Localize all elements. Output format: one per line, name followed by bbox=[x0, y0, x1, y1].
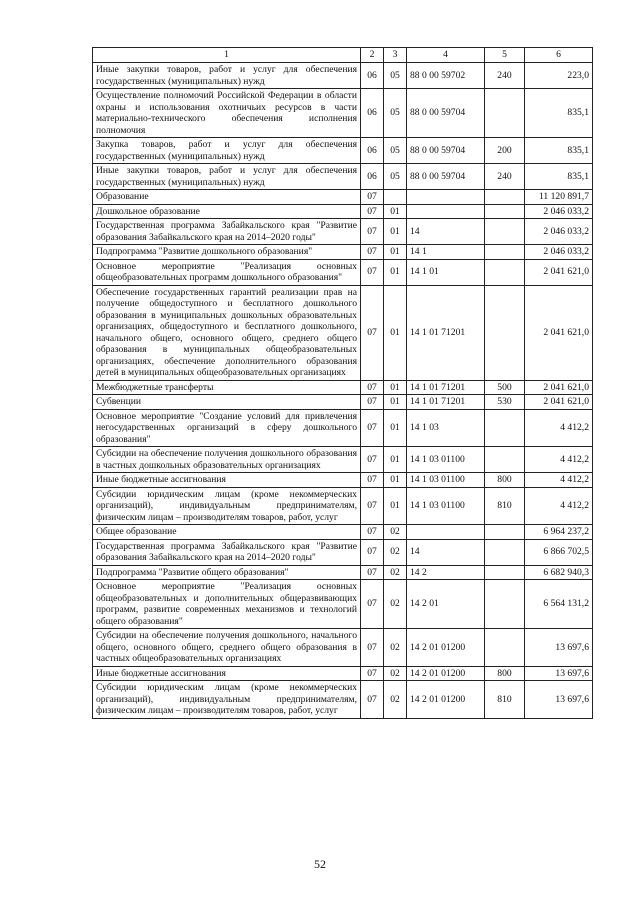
cell-subsection: 02 bbox=[384, 539, 407, 565]
cell-amount: 835,1 bbox=[525, 89, 593, 138]
cell-section: 07 bbox=[361, 409, 384, 447]
header-col-3: 3 bbox=[384, 48, 407, 63]
cell-name: Подпрограмма "Развитие общего образования" bbox=[93, 565, 361, 580]
cell-name: Иные бюджетные ассигнования bbox=[93, 666, 361, 681]
cell-name: Субсидии на обеспечение получения дошкольного образования в частных дошкольных образовательных организациях bbox=[93, 447, 361, 473]
cell-name: Основное мероприятие "Реализация основных общеобразовательных и дополнительных общеразвивающих программ, развитие современных механизмов и технологий общего образования" bbox=[93, 580, 361, 629]
cell-expense-type bbox=[485, 525, 525, 540]
cell-expense-type: 200 bbox=[485, 138, 525, 164]
table-row bbox=[93, 447, 593, 473]
cell-target-article: 88 0 00 59704 bbox=[407, 138, 485, 164]
cell-section: 07 bbox=[361, 539, 384, 565]
cell-section: 07 bbox=[361, 285, 384, 380]
cell-amount: 2 041 621,0 bbox=[525, 259, 593, 285]
cell-name: Государственная программа Забайкальского края "Развитие образования Забайкальского края на 2014–2020 годы" bbox=[93, 539, 361, 565]
page-number: 52 bbox=[314, 857, 326, 871]
cell-subsection: 01 bbox=[384, 204, 407, 219]
cell-amount: 6 682 940,3 bbox=[525, 565, 593, 580]
cell-section: 07 bbox=[361, 380, 384, 395]
cell-expense-type bbox=[485, 190, 525, 205]
cell-target-article: 14 2 01 01200 bbox=[407, 681, 485, 719]
cell-target-article: 14 1 03 01100 bbox=[407, 447, 485, 473]
cell-expense-type bbox=[485, 285, 525, 380]
cell-amount: 4 412,2 bbox=[525, 487, 593, 525]
cell-expense-type bbox=[485, 245, 525, 260]
table-row bbox=[93, 138, 593, 164]
cell-amount: 4 412,2 bbox=[525, 447, 593, 473]
cell-expense-type: 240 bbox=[485, 164, 525, 190]
cell-target-article: 14 1 01 bbox=[407, 259, 485, 285]
cell-target-article: 88 0 00 59704 bbox=[407, 89, 485, 138]
cell-target-article: 14 2 01 01200 bbox=[407, 629, 485, 667]
cell-section: 06 bbox=[361, 63, 384, 89]
table-row bbox=[93, 409, 593, 447]
cell-subsection: 01 bbox=[384, 219, 407, 245]
cell-target-article bbox=[407, 525, 485, 540]
cell-target-article: 14 1 01 71201 bbox=[407, 285, 485, 380]
table-row bbox=[93, 473, 593, 488]
cell-subsection: 02 bbox=[384, 666, 407, 681]
table-row bbox=[93, 219, 593, 245]
cell-target-article: 14 2 01 01200 bbox=[407, 666, 485, 681]
cell-name: Государственная программа Забайкальского края "Развитие образования Забайкальского края на 2014–2020 годы" bbox=[93, 219, 361, 245]
cell-amount: 13 697,6 bbox=[525, 681, 593, 719]
cell-subsection: 05 bbox=[384, 63, 407, 89]
cell-expense-type: 240 bbox=[485, 63, 525, 89]
cell-expense-type: 800 bbox=[485, 473, 525, 488]
table-row bbox=[93, 89, 593, 138]
cell-subsection: 01 bbox=[384, 395, 407, 410]
cell-expense-type bbox=[485, 409, 525, 447]
cell-name: Обеспечение государственных гарантий реализации прав на получение общедоступного и бесплатного дошкольного образования в муниципальных дошкольных образовательных организациях, общедоступного и бесплатного дошкольного, начального общего, основного общего, среднего общего образования в муниципальных общеобразовательных организациях, обеспечение дополнительного образования детей в муниципальных общеобразовательных организациях bbox=[93, 285, 361, 380]
cell-expense-type bbox=[485, 219, 525, 245]
cell-target-article: 88 0 00 59704 bbox=[407, 164, 485, 190]
cell-target-article: 14 bbox=[407, 219, 485, 245]
cell-name: Осуществление полномочий Российской Федерации в области охраны и использования охотничьих ресурсов в части материально-технического обеспечения исполнения полномочия bbox=[93, 89, 361, 138]
cell-name: Образование bbox=[93, 190, 361, 205]
cell-amount: 223,0 bbox=[525, 63, 593, 89]
cell-subsection: 02 bbox=[384, 525, 407, 540]
cell-section: 07 bbox=[361, 204, 384, 219]
table-row bbox=[93, 395, 593, 410]
cell-amount: 4 412,2 bbox=[525, 473, 593, 488]
cell-amount: 835,1 bbox=[525, 138, 593, 164]
table-row bbox=[93, 539, 593, 565]
table-row bbox=[93, 285, 593, 380]
cell-name: Иные бюджетные ассигнования bbox=[93, 473, 361, 488]
cell-section: 06 bbox=[361, 138, 384, 164]
cell-amount: 6 964 237,2 bbox=[525, 525, 593, 540]
cell-target-article: 14 1 03 bbox=[407, 409, 485, 447]
cell-expense-type: 810 bbox=[485, 487, 525, 525]
cell-name: Основное мероприятие "Реализация основных общеобразовательных программ дошкольного образования" bbox=[93, 259, 361, 285]
cell-name: Иные закупки товаров, работ и услуг для обеспечения государственных (муниципальных) нужд bbox=[93, 63, 361, 89]
cell-subsection: 05 bbox=[384, 89, 407, 138]
cell-section: 07 bbox=[361, 259, 384, 285]
cell-section: 07 bbox=[361, 395, 384, 410]
cell-target-article: 14 1 03 01100 bbox=[407, 487, 485, 525]
cell-name: Общее образование bbox=[93, 525, 361, 540]
cell-target-article bbox=[407, 190, 485, 205]
budget-table bbox=[92, 47, 593, 719]
table-row bbox=[93, 629, 593, 667]
cell-section: 07 bbox=[361, 190, 384, 205]
cell-amount: 13 697,6 bbox=[525, 629, 593, 667]
cell-subsection: 01 bbox=[384, 245, 407, 260]
cell-amount: 2 046 033,2 bbox=[525, 219, 593, 245]
cell-subsection: 02 bbox=[384, 629, 407, 667]
cell-expense-type bbox=[485, 565, 525, 580]
cell-expense-type bbox=[485, 204, 525, 219]
cell-expense-type: 530 bbox=[485, 395, 525, 410]
cell-amount: 4 412,2 bbox=[525, 409, 593, 447]
cell-subsection: 01 bbox=[384, 473, 407, 488]
cell-name: Межбюджетные трансферты bbox=[93, 380, 361, 395]
cell-target-article: 88 0 00 59702 bbox=[407, 63, 485, 89]
cell-section: 07 bbox=[361, 473, 384, 488]
cell-section: 07 bbox=[361, 219, 384, 245]
header-col-6: 6 bbox=[525, 48, 593, 63]
cell-name: Субсидии юридическим лицам (кроме некоммерческих организаций), индивидуальным предпринимателям, физическим лицам – производителям товаров, работ, услуг bbox=[93, 681, 361, 719]
cell-expense-type bbox=[485, 89, 525, 138]
cell-amount: 2 046 033,2 bbox=[525, 245, 593, 260]
cell-amount: 2 046 033,2 bbox=[525, 204, 593, 219]
table-row bbox=[93, 666, 593, 681]
cell-amount: 6 564 131,2 bbox=[525, 580, 593, 629]
header-col-4: 4 bbox=[407, 48, 485, 63]
cell-subsection: 02 bbox=[384, 580, 407, 629]
cell-section: 07 bbox=[361, 681, 384, 719]
table-row bbox=[93, 525, 593, 540]
table-row bbox=[93, 204, 593, 219]
header-col-5: 5 bbox=[485, 48, 525, 63]
cell-expense-type: 810 bbox=[485, 681, 525, 719]
cell-section: 07 bbox=[361, 525, 384, 540]
cell-name: Субвенции bbox=[93, 395, 361, 410]
cell-amount: 2 041 621,0 bbox=[525, 285, 593, 380]
table-row bbox=[93, 580, 593, 629]
cell-name: Закупка товаров, работ и услуг для обеспечения государственных (муниципальных) нужд bbox=[93, 138, 361, 164]
cell-target-article: 14 bbox=[407, 539, 485, 565]
cell-name: Субсидии юридическим лицам (кроме некоммерческих организаций), индивидуальным предпринимателям, физическим лицам – производителям товаров, работ, услуг bbox=[93, 487, 361, 525]
cell-name: Субсидии на обеспечение получения дошкольного, начального общего, основного общего, среднего общего образования в частных общеобразовательных организациях bbox=[93, 629, 361, 667]
cell-section: 07 bbox=[361, 447, 384, 473]
cell-subsection: 01 bbox=[384, 409, 407, 447]
cell-target-article: 14 1 01 71201 bbox=[407, 395, 485, 410]
cell-amount: 13 697,6 bbox=[525, 666, 593, 681]
cell-name: Основное мероприятие "Создание условий для привлечения негосударственных организаций в сферу дошкольного образования" bbox=[93, 409, 361, 447]
cell-name: Подпрограмма "Развитие дошкольного образования" bbox=[93, 245, 361, 260]
cell-expense-type bbox=[485, 259, 525, 285]
table-row bbox=[93, 164, 593, 190]
cell-target-article: 14 1 bbox=[407, 245, 485, 260]
cell-section: 07 bbox=[361, 666, 384, 681]
table-header-row bbox=[93, 48, 593, 63]
cell-target-article: 14 2 01 bbox=[407, 580, 485, 629]
cell-amount: 2 041 621,0 bbox=[525, 380, 593, 395]
cell-subsection: 05 bbox=[384, 138, 407, 164]
cell-expense-type bbox=[485, 539, 525, 565]
table-row bbox=[93, 565, 593, 580]
cell-name: Иные закупки товаров, работ и услуг для обеспечения государственных (муниципальных) нужд bbox=[93, 164, 361, 190]
cell-amount: 2 041 621,0 bbox=[525, 395, 593, 410]
cell-section: 06 bbox=[361, 89, 384, 138]
cell-expense-type bbox=[485, 580, 525, 629]
table-row bbox=[93, 63, 593, 89]
cell-expense-type bbox=[485, 447, 525, 473]
cell-subsection: 02 bbox=[384, 565, 407, 580]
cell-section: 07 bbox=[361, 580, 384, 629]
cell-amount: 835,1 bbox=[525, 164, 593, 190]
cell-section: 07 bbox=[361, 565, 384, 580]
cell-target-article: 14 2 bbox=[407, 565, 485, 580]
table-row bbox=[93, 487, 593, 525]
cell-subsection: 02 bbox=[384, 681, 407, 719]
cell-target-article: 14 1 01 71201 bbox=[407, 380, 485, 395]
cell-subsection: 05 bbox=[384, 164, 407, 190]
cell-expense-type bbox=[485, 629, 525, 667]
cell-section: 07 bbox=[361, 629, 384, 667]
header-col-2: 2 bbox=[361, 48, 384, 63]
table-body bbox=[93, 63, 593, 719]
cell-target-article: 14 1 03 01100 bbox=[407, 473, 485, 488]
cell-subsection: 01 bbox=[384, 259, 407, 285]
cell-section: 06 bbox=[361, 164, 384, 190]
cell-section: 07 bbox=[361, 487, 384, 525]
cell-amount: 11 120 891,7 bbox=[525, 190, 593, 205]
cell-subsection: 01 bbox=[384, 487, 407, 525]
cell-subsection: 01 bbox=[384, 285, 407, 380]
table-row bbox=[93, 190, 593, 205]
table-row bbox=[93, 245, 593, 260]
cell-subsection bbox=[384, 190, 407, 205]
table-row bbox=[93, 259, 593, 285]
cell-name: Дошкольное образование bbox=[93, 204, 361, 219]
cell-subsection: 01 bbox=[384, 447, 407, 473]
cell-expense-type: 500 bbox=[485, 380, 525, 395]
cell-expense-type: 800 bbox=[485, 666, 525, 681]
cell-target-article bbox=[407, 204, 485, 219]
cell-amount: 6 866 702,5 bbox=[525, 539, 593, 565]
table-row bbox=[93, 380, 593, 395]
table-row bbox=[93, 681, 593, 719]
header-col-1: 1 bbox=[93, 48, 361, 63]
cell-subsection: 01 bbox=[384, 380, 407, 395]
cell-section: 07 bbox=[361, 245, 384, 260]
